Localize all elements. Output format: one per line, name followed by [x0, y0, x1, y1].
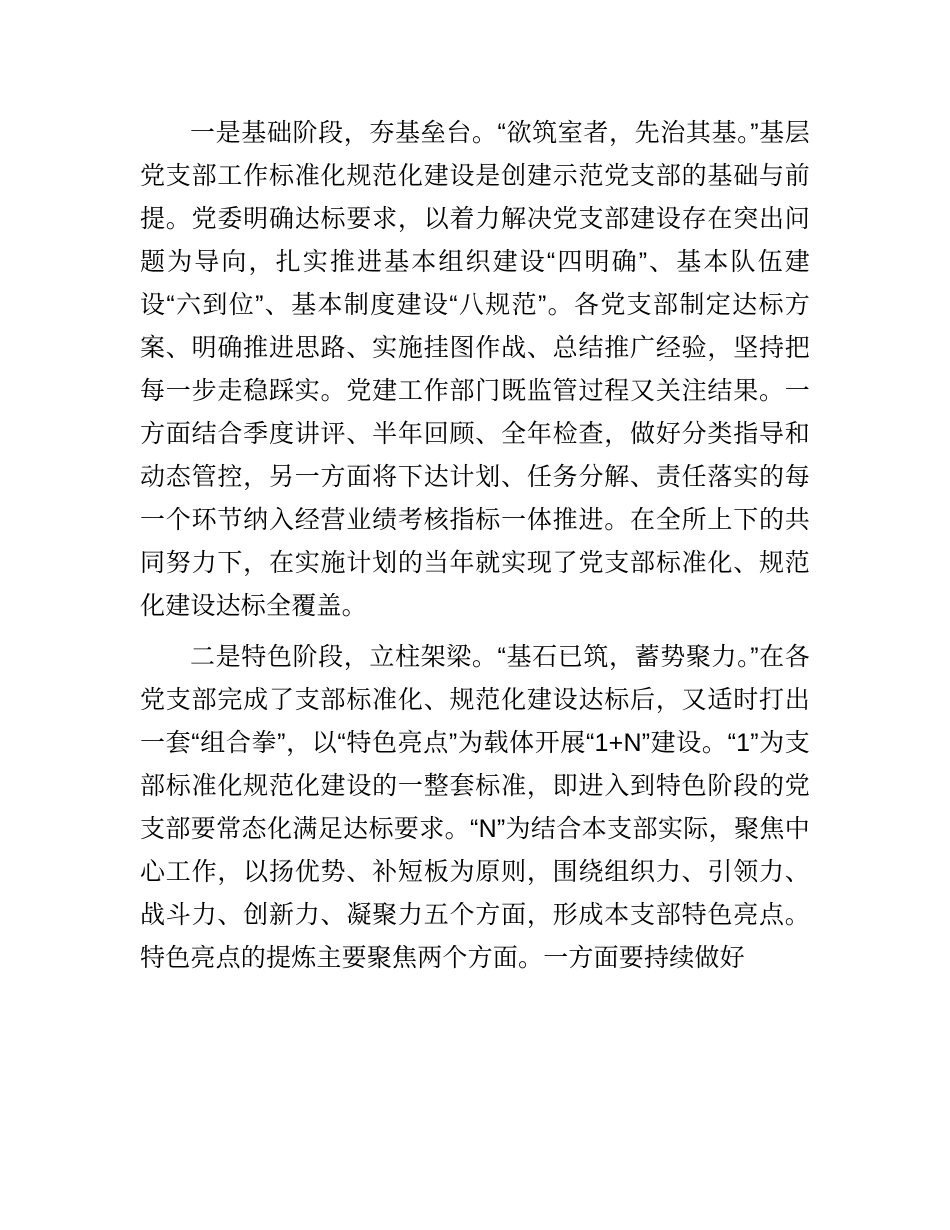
paragraph-feature-stage: 二是特色阶段，立柱架梁。“基石已筑，蓄势聚力。”在各党支部完成了支部标准化、规范化建设达标后，又适时打出一套“组合拳”，以“特色亮点”为载体开展“1+N”建设。“1”为支部标准化规范化建设的一整套标准，即进入到特色阶段的党支部要常态化满足达标要求。“N”为结合本支部实际，聚焦中心工作，以扬优势、补短板为原则，围绕组织力、引领力、战斗力、创新力、凝聚力五个方面，形成本支部特色亮点。特色亮点的提炼主要聚焦两个方面。一方面要持续做好: [140, 643, 810, 972]
paragraph-basic-stage: 一是基础阶段，夯基垒台。“欲筑室者，先治其基。”基层党支部工作标准化规范化建设是创建示范党支部的基础与前提。党委明确达标要求，以着力解决党支部建设存在突出问题为导向，扎实推进基本组织建设“四明确”、基本队伍建设“六到位”、基本制度建设“八规范”。各党支部制定达标方案、明确推进思路、实施挂图作战、总结推广经验，坚持把每一步走稳踩实。党建工作部门既监管过程又关注结果。一方面结合季度讲评、半年回顾、全年检查，做好分类指导和动态管控，另一方面将下达计划、任务分解、责任落实的每一个环节纳入经营业绩考核指标一体推进。在全所上下的共同努力下，在实施计划的当年就实现了党支部标准化、规范化建设达标全覆盖。: [140, 119, 810, 620]
